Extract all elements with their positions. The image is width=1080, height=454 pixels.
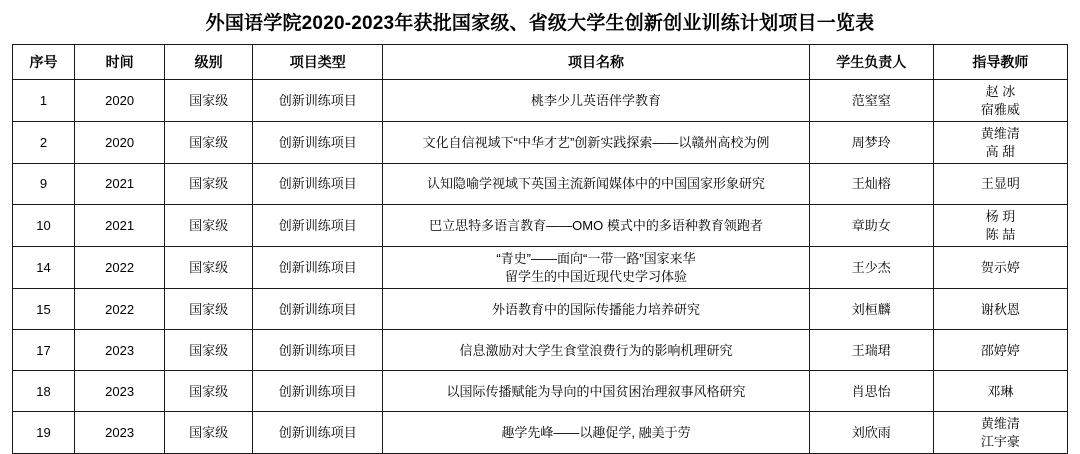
cell-no: 2 — [13, 122, 75, 164]
cell-name-line: “青史”——面向“一带一路”国家来华 — [496, 251, 696, 267]
cell-type: 创新训练项目 — [253, 80, 383, 122]
cell-year: 2021 — [75, 164, 165, 205]
cell-level: 国家级 — [165, 205, 253, 247]
cell-year: 2023 — [75, 412, 165, 454]
cell-no: 14 — [13, 247, 75, 289]
column-header-student: 学生负责人 — [809, 45, 933, 80]
column-header-level: 级别 — [165, 45, 253, 80]
cell-no: 9 — [13, 164, 75, 205]
cell-student: 王灿榕 — [809, 164, 933, 205]
cell-teacher-line: 谢秋恩 — [980, 301, 1020, 317]
page-title: 外国语学院2020-2023年获批国家级、省级大学生创新创业训练计划项目一览表 — [205, 13, 875, 34]
cell-teacher-line: 贺示婷 — [980, 260, 1020, 276]
cell-teacher-line: 邵婷婷 — [980, 342, 1020, 358]
cell-level: 国家级 — [165, 80, 253, 122]
cell-year: 2023 — [75, 371, 165, 412]
cell-student: 刘欣雨 — [809, 412, 933, 454]
cell-teacher — [933, 330, 1067, 371]
cell-year: 2020 — [75, 122, 165, 164]
cell-name-line: 留学生的中国近现代史学习体验 — [505, 268, 688, 284]
cell-student: 刘桓麟 — [809, 289, 933, 330]
cell-type: 创新训练项目 — [253, 289, 383, 330]
cell-type: 创新训练项目 — [253, 205, 383, 247]
cell-teacher-line: 邓琳 — [987, 383, 1014, 399]
cell-teacher-line: 赵 冰 — [985, 84, 1016, 99]
cell-level: 国家级 — [165, 247, 253, 289]
cell-name — [383, 247, 809, 289]
cell-level: 国家级 — [165, 164, 253, 205]
cell-level: 国家级 — [165, 122, 253, 164]
cell-name: 巴立思特多语言教育——OMO 模式中的多语种教育领跑者 — [383, 205, 809, 247]
column-header-type: 项目类型 — [253, 45, 383, 80]
cell-name-lines — [385, 250, 806, 285]
cell-teacher-lines — [936, 208, 1065, 243]
table-row — [13, 289, 1068, 330]
cell-type: 创新训练项目 — [253, 247, 383, 289]
cell-type: 创新训练项目 — [253, 122, 383, 164]
cell-teacher-line: 黄维清 — [980, 416, 1020, 432]
cell-teacher-lines — [936, 175, 1065, 193]
cell-no: 17 — [13, 330, 75, 371]
table-row — [13, 330, 1068, 371]
cell-year: 2021 — [75, 205, 165, 247]
cell-year: 2020 — [75, 80, 165, 122]
cell-teacher — [933, 289, 1067, 330]
table-row — [13, 412, 1068, 454]
cell-student: 肖思怡 — [809, 371, 933, 412]
cell-student: 王瑞珺 — [809, 330, 933, 371]
cell-level: 国家级 — [165, 330, 253, 371]
cell-teacher-lines — [936, 342, 1065, 360]
cell-type: 创新训练项目 — [253, 164, 383, 205]
cell-teacher-line: 江宇豪 — [980, 433, 1020, 449]
cell-name: 信息激励对大学生食堂浪费行为的影响机理研究 — [383, 330, 809, 371]
cell-teacher-lines — [936, 259, 1065, 277]
cell-type: 创新训练项目 — [253, 330, 383, 371]
cell-year: 2022 — [75, 247, 165, 289]
table-row — [13, 371, 1068, 412]
column-header-name: 项目名称 — [383, 45, 809, 80]
cell-name: 趣学先峰——以趣促学, 融美于劳 — [383, 412, 809, 454]
table-row — [13, 247, 1068, 289]
cell-teacher — [933, 122, 1067, 164]
cell-teacher-line: 高 甜 — [985, 143, 1016, 159]
cell-teacher-line: 黄维清 — [980, 126, 1020, 142]
cell-no: 1 — [13, 80, 75, 122]
cell-teacher-line: 杨 玥 — [985, 209, 1016, 225]
cell-teacher-line: 宿雅威 — [980, 101, 1020, 117]
cell-student: 章助女 — [809, 205, 933, 247]
column-header-year: 时间 — [75, 45, 165, 80]
cell-teacher — [933, 80, 1067, 122]
column-header-no: 序号 — [13, 45, 75, 80]
cell-teacher — [933, 205, 1067, 247]
cell-teacher-lines — [936, 125, 1065, 160]
cell-teacher-line: 王显明 — [980, 176, 1020, 192]
cell-type: 创新训练项目 — [253, 412, 383, 454]
table-row — [13, 80, 1068, 122]
cell-no: 10 — [13, 205, 75, 247]
cell-teacher-lines — [936, 415, 1065, 450]
table-row — [13, 164, 1068, 205]
table-header — [13, 45, 1068, 80]
cell-no: 19 — [13, 412, 75, 454]
cell-teacher-lines — [936, 301, 1065, 319]
projects-table — [12, 44, 1068, 454]
cell-name: 文化自信视域下“中华才艺”创新实践探索——以赣州高校为例 — [383, 122, 809, 164]
table-row — [13, 122, 1068, 164]
cell-teacher-lines — [936, 83, 1065, 118]
cell-year: 2023 — [75, 330, 165, 371]
table-row — [13, 205, 1068, 247]
cell-teacher — [933, 164, 1067, 205]
cell-year: 2022 — [75, 289, 165, 330]
cell-name: 认知隐喻学视域下英国主流新闻媒体中的中国国家形象研究 — [383, 164, 809, 205]
cell-student: 王少杰 — [809, 247, 933, 289]
cell-student: 范窒窒 — [809, 80, 933, 122]
column-header-teacher: 指导教师 — [933, 45, 1067, 80]
table-header-row — [13, 45, 1068, 80]
cell-teacher — [933, 247, 1067, 289]
cell-student: 周梦玲 — [809, 122, 933, 164]
cell-teacher-line: 陈 喆 — [985, 226, 1016, 242]
cell-level: 国家级 — [165, 412, 253, 454]
cell-teacher — [933, 371, 1067, 412]
cell-type: 创新训练项目 — [253, 371, 383, 412]
cell-name: 外语教育中的国际传播能力培养研究 — [383, 289, 809, 330]
cell-no: 18 — [13, 371, 75, 412]
cell-level: 国家级 — [165, 289, 253, 330]
cell-teacher — [933, 412, 1067, 454]
table-body — [13, 80, 1068, 454]
cell-level: 国家级 — [165, 371, 253, 412]
cell-name: 以国际传播赋能为导向的中国贫困治理叙事风格研究 — [383, 371, 809, 412]
cell-teacher-lines — [936, 383, 1065, 401]
cell-no: 15 — [13, 289, 75, 330]
cell-name: 桃李少儿英语伴学教育 — [383, 80, 809, 122]
